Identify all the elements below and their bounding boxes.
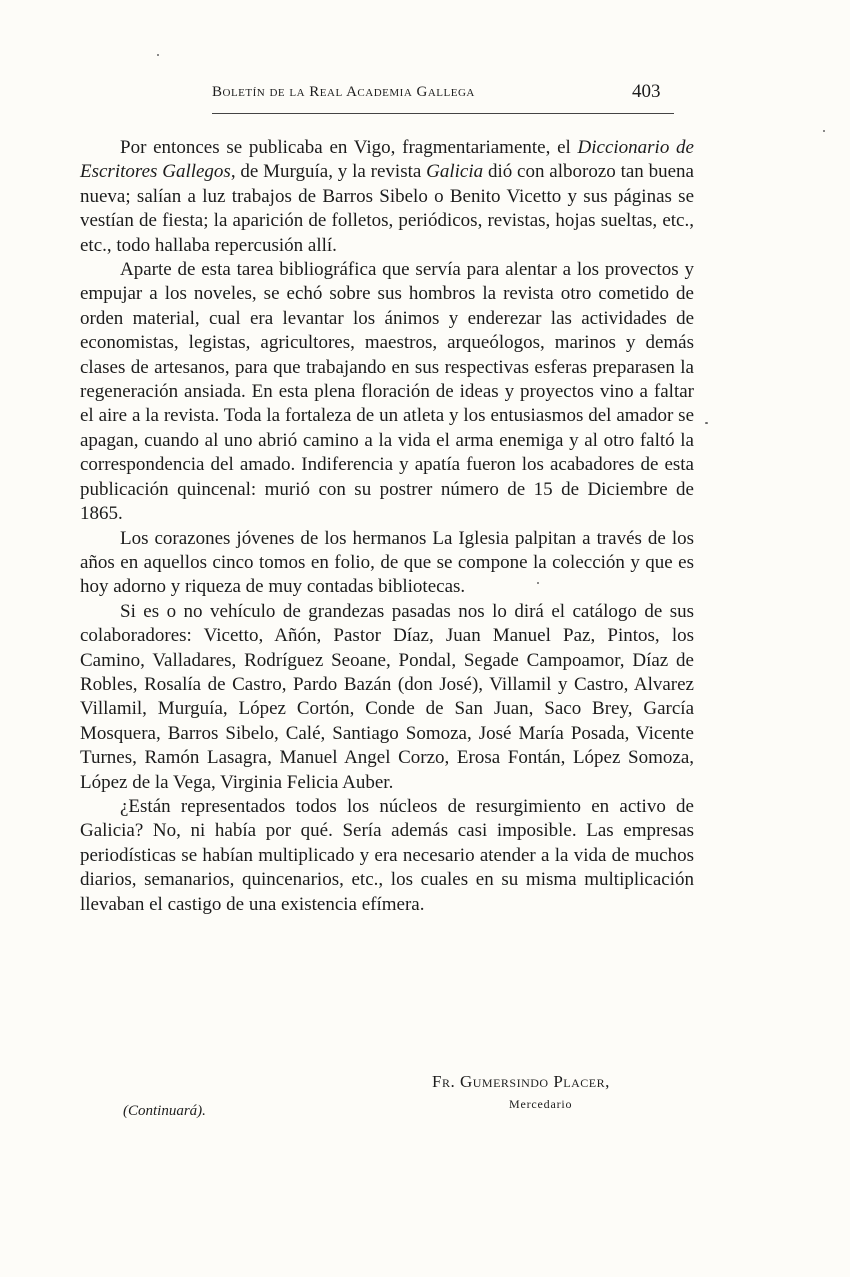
header-rule: [212, 113, 674, 114]
paragraph-text: Los corazones jóvenes de los hermanos La Iglesia palpitan a través de los años en aquellos cinco tomos en folio, de que se compone la colección y que es hoy adorno y riqueza de muy contadas bibliotecas.: [80, 527, 694, 598]
body-paragraph: [80, 600, 694, 795]
italic-title: Diccionario de Escritores Gallegos: [80, 137, 694, 183]
paragraph-text: Aparte de esta tarea bibliográfica que servía para alentar a los provectos y empujar a los noveles, se echó sobre sus hombros la revista otro cometido de orden material, cual era levantar los ánimos y enderezar las actividades de economistas, legistas, agricultores, maestros, arqueólogos, marinos y demás clases de artesanos, para que trabajando en sus respectivas esferas preparasen la regeneración ansiada. En esta plena floración de ideas y proyectos vino a faltar el aire a la revista. Toda la fortaleza de un atleta y los entusiasmos del amador se apagan, cuando al uno abrió camino a la vida el arma enemiga y al otro faltó la correspondencia del amado. Indiferencia y apatía fueron los acabadores de esta publicación quincenal: murió con su postrer número de 15 de Diciembre de 1865.: [80, 259, 694, 525]
paragraph-text: , de Murguía, y la revista: [230, 161, 427, 183]
body-paragraph: [80, 258, 694, 526]
print-speck: [705, 422, 708, 424]
paragraph-text: dió con alborozo tan buena nueva; salían a luz trabajos de Barros Sibelo o Benito Vicetto y sus páginas se vestían de fiesta; la aparición de folletos, periódicos, revistas, hojas sueltas, etc., etc., todo hallaba repercusión allí.: [80, 161, 694, 256]
body-paragraph: [80, 527, 694, 600]
print-speck: [157, 54, 159, 56]
body-paragraph: [80, 795, 694, 917]
continued-note: (Continuará).: [123, 1103, 206, 1119]
paragraph-text: ¿Están representados todos los núcleos de resurgimiento en activo de Galicia? No, ni había por qué. Sería además casi imposible. Las empresas periodísticas se habían multiplicado y era necesario atender a la vida de muchos diarios, semanarios, quincenarios, etc., los cuales en su misma multiplicación llevaban el castigo de una existencia efímera.: [80, 795, 694, 915]
italic-title: Galicia: [426, 161, 484, 183]
paragraph-text: Por entonces se publicaba en Vigo, fragmentariamente, el: [120, 137, 578, 158]
article-body: [80, 136, 694, 917]
body-paragraph: [80, 136, 694, 258]
running-header: [0, 81, 850, 112]
journal-title: Boletín de la Real Academia Gallega: [212, 84, 475, 100]
print-speck: [537, 582, 539, 584]
paragraph-text: Si es o no vehículo de grandezas pasadas nos lo dirá el catálogo de sus colaboradores: Vicetto, Añón, Pastor Díaz, Juan Manuel Paz, Pintos, los Camino, Valladares, Rodríguez Seoane, Pondal, Segade Campoamor, Díaz de Robles, Rosalía de Castro, Pardo Bazán (don José), Villamil y Castro, Alvarez Villamil, Murguía, López Cortón, Conde de San Juan, Saco Brey, García Mosquera, Barros Sibelo, Calé, Santiago Somoza, José María Posada, Vicente Turnes, Ramón Lasagra, Manuel Angel Corzo, Erosa Fontán, López Somoza, López de la Vega, Virginia Felicia Auber.: [80, 600, 694, 793]
page-number: 403: [632, 81, 661, 102]
author-role: Mercedario: [509, 1097, 573, 1111]
print-speck: [823, 130, 825, 132]
author-signature: Fr. Gumersindo Placer,: [432, 1072, 610, 1091]
